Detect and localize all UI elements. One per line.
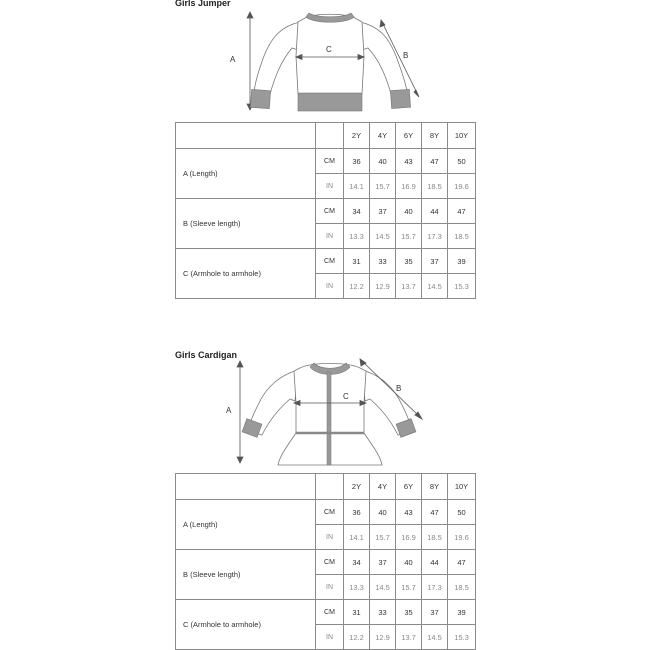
dimension-a-arrow [237, 361, 243, 463]
dimension-c-label: C [326, 45, 332, 54]
in-value: 14.5 [370, 575, 396, 600]
size-header: 10Y [448, 123, 476, 149]
cardigan-placket [327, 372, 331, 465]
cm-value: 31 [344, 600, 370, 625]
cm-value: 33 [370, 600, 396, 625]
jumper-title: Girls Jumper [175, 0, 231, 8]
dimension-a-label: A [226, 406, 232, 415]
measure-label: B (Sleeve length) [176, 199, 316, 249]
in-value: 15.7 [370, 174, 396, 199]
unit-in: IN [316, 174, 344, 199]
cm-value: 44 [422, 550, 448, 575]
measure-label: A (Length) [176, 500, 316, 550]
table-header-row [176, 123, 476, 149]
cm-value: 37 [422, 600, 448, 625]
cm-value: 40 [370, 149, 396, 174]
unit-in: IN [316, 224, 344, 249]
in-value: 14.1 [344, 174, 370, 199]
jumper-diagram [0, 0, 650, 118]
in-value: 19.6 [448, 525, 476, 550]
cm-value: 43 [396, 500, 422, 525]
table-row [176, 149, 476, 174]
cm-value: 36 [344, 149, 370, 174]
cm-value: 34 [344, 550, 370, 575]
jumper-size-table [175, 122, 476, 299]
in-value: 16.9 [396, 174, 422, 199]
in-value: 15.7 [370, 525, 396, 550]
unit-cm: CM [316, 550, 344, 575]
cm-value: 40 [370, 500, 396, 525]
in-value: 12.2 [344, 274, 370, 299]
cm-value: 47 [422, 149, 448, 174]
in-value: 14.5 [422, 274, 448, 299]
table-corner-cell [316, 474, 344, 500]
in-value: 18.5 [448, 575, 476, 600]
in-value: 17.3 [422, 575, 448, 600]
in-value: 14.1 [344, 525, 370, 550]
in-value: 14.5 [370, 224, 396, 249]
jumper-waistband [298, 93, 362, 111]
in-value: 12.2 [344, 625, 370, 650]
cm-value: 39 [448, 600, 476, 625]
cm-value: 33 [370, 249, 396, 274]
size-header: 8Y [422, 123, 448, 149]
table-row [176, 550, 476, 575]
size-header: 6Y [396, 474, 422, 500]
cm-value: 37 [370, 550, 396, 575]
table-header-row [176, 474, 476, 500]
in-value: 18.5 [422, 174, 448, 199]
unit-in: IN [316, 525, 344, 550]
in-value: 13.7 [396, 625, 422, 650]
cm-value: 44 [422, 199, 448, 224]
unit-cm: CM [316, 600, 344, 625]
size-header: 4Y [370, 123, 396, 149]
size-header: 2Y [344, 474, 370, 500]
measure-label: C (Armhole to armhole) [176, 600, 316, 650]
in-value: 18.5 [448, 224, 476, 249]
cm-value: 40 [396, 550, 422, 575]
in-value: 15.3 [448, 625, 476, 650]
unit-in: IN [316, 575, 344, 600]
cm-value: 35 [396, 249, 422, 274]
measure-label: C (Armhole to armhole) [176, 249, 316, 299]
cm-value: 35 [396, 600, 422, 625]
table-corner-cell [316, 123, 344, 149]
table-corner-cell [176, 123, 316, 149]
jumper-left-cuff [250, 89, 270, 108]
in-value: 17.3 [422, 224, 448, 249]
size-header: 6Y [396, 123, 422, 149]
cm-value: 37 [422, 249, 448, 274]
table-row [176, 500, 476, 525]
table-row [176, 199, 476, 224]
in-value: 13.3 [344, 224, 370, 249]
cardigan-title: Girls Cardigan [175, 350, 238, 360]
cardigan-size-table [175, 473, 476, 650]
size-header: 4Y [370, 474, 396, 500]
in-value: 15.7 [396, 224, 422, 249]
unit-cm: CM [316, 149, 344, 174]
unit-cm: CM [316, 249, 344, 274]
size-header: 2Y [344, 123, 370, 149]
in-value: 15.3 [448, 274, 476, 299]
size-header: 10Y [448, 474, 476, 500]
table-row [176, 600, 476, 625]
cm-value: 37 [370, 199, 396, 224]
in-value: 12.9 [370, 625, 396, 650]
table-row [176, 249, 476, 274]
cm-value: 40 [396, 199, 422, 224]
dimension-b-label: B [396, 384, 402, 393]
in-value: 18.5 [422, 525, 448, 550]
dimension-a-label: A [230, 55, 236, 64]
unit-cm: CM [316, 500, 344, 525]
cm-value: 50 [448, 149, 476, 174]
cm-value: 47 [448, 550, 476, 575]
dimension-b-label: B [403, 51, 409, 60]
unit-in: IN [316, 625, 344, 650]
in-value: 19.6 [448, 174, 476, 199]
measure-label: A (Length) [176, 149, 316, 199]
in-value: 13.7 [396, 274, 422, 299]
in-value: 16.9 [396, 525, 422, 550]
cm-value: 31 [344, 249, 370, 274]
cm-value: 43 [396, 149, 422, 174]
cm-value: 36 [344, 500, 370, 525]
cm-value: 47 [422, 500, 448, 525]
table-corner-cell [176, 474, 316, 500]
in-value: 14.5 [422, 625, 448, 650]
in-value: 12.9 [370, 274, 396, 299]
measure-label: B (Sleeve length) [176, 550, 316, 600]
size-header: 8Y [422, 474, 448, 500]
cm-value: 39 [448, 249, 476, 274]
cm-value: 34 [344, 199, 370, 224]
in-value: 13.3 [344, 575, 370, 600]
unit-in: IN [316, 274, 344, 299]
cm-value: 47 [448, 199, 476, 224]
unit-cm: CM [316, 199, 344, 224]
dimension-c-label: C [343, 392, 349, 401]
jumper-right-cuff [390, 89, 410, 108]
cm-value: 50 [448, 500, 476, 525]
cardigan-diagram [0, 355, 650, 470]
in-value: 15.7 [396, 575, 422, 600]
